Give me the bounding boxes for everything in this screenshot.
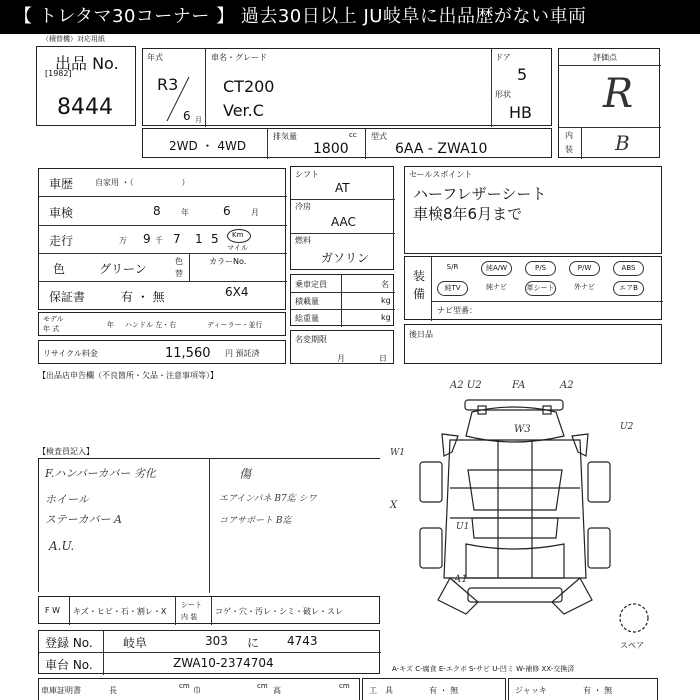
equip-label-1: 装 bbox=[413, 269, 426, 283]
mileage-unit-km: Km bbox=[232, 231, 244, 239]
ac-value: AAC bbox=[331, 215, 356, 229]
registration-box bbox=[38, 630, 380, 674]
note-au: A.U. bbox=[49, 539, 75, 553]
lot-number: 8444 bbox=[57, 95, 113, 120]
type-label: 型式 bbox=[371, 132, 387, 141]
recycle-row bbox=[38, 340, 286, 364]
mileage-d1: 9 bbox=[143, 232, 151, 246]
dealer-text: ディーラー・並行 bbox=[207, 321, 263, 329]
capacity-block bbox=[290, 274, 394, 326]
inspector-label: 【検査員記入】 bbox=[38, 447, 94, 456]
drive-value: 2WD ・ 4WD bbox=[169, 139, 247, 153]
doors-value: 5 bbox=[517, 65, 528, 84]
displacement-value: 1800 bbox=[313, 141, 349, 157]
garage-label: 車庫証明書 bbox=[41, 686, 81, 695]
inspection-month-unit: 月 bbox=[251, 208, 259, 217]
year-slash bbox=[163, 75, 193, 123]
handle-text: ハンドル 左・右 bbox=[125, 321, 177, 329]
jack-value: 有 ・ 無 bbox=[583, 686, 613, 695]
ac-label: 冷房 bbox=[295, 202, 311, 211]
fuel-value: ガソリン bbox=[321, 251, 370, 265]
model-label: 車名・グレード bbox=[211, 53, 267, 62]
color-no-label: カラーNo. bbox=[209, 257, 247, 266]
diagram-note-u1: U1 bbox=[456, 522, 470, 532]
chassis-label: 車台 No. bbox=[45, 658, 93, 672]
shift-label: シフト bbox=[295, 170, 319, 179]
mileage-d2: 7 bbox=[173, 232, 181, 246]
recycle-label: リサイクル料金 bbox=[43, 349, 98, 358]
displacement-unit: cc bbox=[349, 131, 357, 139]
equip-airbag: エアB bbox=[613, 281, 644, 296]
car-damage-diagram bbox=[380, 378, 670, 648]
name-change-month: 月 bbox=[337, 354, 345, 363]
equip-navi-model: ナビ型番： bbox=[437, 306, 477, 315]
inspection-year-unit: 年 bbox=[181, 208, 189, 217]
sales-line-1: ハーフレザーシート bbox=[413, 185, 547, 203]
spare-tire bbox=[620, 604, 648, 632]
color-value: グリーン bbox=[99, 262, 147, 276]
diagram-note-a2u2: A2 U2 bbox=[450, 380, 482, 391]
history-value: 自家用 ・（ ） bbox=[95, 178, 190, 187]
note-bumper: F.ハンパーカバー 劣化 bbox=[45, 467, 156, 480]
equip-navi: 純ナビ bbox=[486, 283, 507, 291]
shift-value: AT bbox=[335, 181, 350, 195]
garage-length-unit: cm bbox=[179, 682, 190, 690]
warranty-label: 保証書 bbox=[49, 290, 86, 304]
diagram-note-a2: A2 bbox=[560, 380, 574, 391]
color-change-2: 替 bbox=[175, 269, 183, 278]
inspection-month: 6 bbox=[223, 204, 231, 218]
score-label: 評価点 bbox=[593, 53, 617, 62]
note-wheel: ホイール bbox=[45, 493, 89, 506]
sales-line-2: 車検8年6月まで bbox=[413, 205, 523, 223]
chassis-value: ZWA10-2374704 bbox=[173, 656, 274, 670]
tools-value: 有 ・ 無 bbox=[429, 686, 459, 695]
mileage-label: 走行 bbox=[49, 234, 74, 248]
name-change-block bbox=[290, 330, 394, 364]
reg-kana: に bbox=[247, 636, 260, 650]
diagram-note-w3: W3 bbox=[514, 424, 531, 435]
shape-value: HB bbox=[509, 103, 533, 122]
reg-label: 登録 No. bbox=[45, 636, 93, 650]
note-stay-cover: ステーカバー A bbox=[45, 513, 122, 526]
recycle-value: 11,560 bbox=[165, 346, 211, 361]
history-block bbox=[38, 168, 286, 310]
lot-box bbox=[36, 46, 136, 126]
diagram-note-x: X bbox=[390, 500, 398, 511]
lot-sub: [1982] bbox=[45, 69, 72, 78]
model-name: CT200 bbox=[223, 77, 275, 96]
equip-pw: P/W bbox=[569, 261, 600, 276]
model-year-label-2: 年 式 bbox=[43, 325, 60, 333]
shape-label: 形状 bbox=[495, 90, 511, 99]
hood bbox=[466, 544, 564, 578]
legend-seat-1: シート bbox=[181, 601, 202, 609]
lot-label: 出品 No. bbox=[55, 54, 119, 73]
load-label: 積載量 bbox=[295, 297, 319, 306]
equip-ps: P/S bbox=[525, 261, 556, 276]
inspection-label: 車検 bbox=[49, 206, 74, 220]
score-value: R bbox=[603, 71, 634, 117]
model-year-unit: 年 bbox=[107, 321, 114, 329]
vehicle-info-box bbox=[142, 48, 552, 126]
front-bumper bbox=[468, 588, 562, 602]
year-label: 年式 bbox=[147, 53, 163, 62]
equip-leather: 革シート bbox=[525, 281, 556, 296]
capacity-unit: 名 bbox=[381, 280, 389, 289]
jack-label: ジャッキ bbox=[515, 686, 547, 695]
roof bbox=[468, 470, 562, 510]
mileage-man: 万 bbox=[119, 236, 127, 245]
garage-length: 長 bbox=[109, 686, 117, 695]
rear-bumper bbox=[465, 400, 563, 410]
load-unit: kg bbox=[381, 296, 391, 305]
car-body bbox=[444, 440, 586, 578]
left-rear-tire bbox=[420, 462, 442, 502]
model-year-label-1: モデル bbox=[43, 315, 64, 323]
equip-aw: 純A/W bbox=[481, 261, 512, 276]
interior-label-1: 内 bbox=[565, 131, 573, 140]
inspector-notes-box bbox=[38, 458, 380, 592]
inspection-year: 8 bbox=[153, 204, 161, 218]
note-core-support: コアサポート B迄 bbox=[219, 516, 292, 526]
legend-seat-text: コゲ・穴・汚レ・シミ・破レ・スレ bbox=[215, 607, 343, 616]
left-front-tire bbox=[420, 528, 442, 568]
corner-banner: 【 トレタマ30コーナー 】 過去30日以上 JU岐阜に出品歴がない車両 bbox=[0, 0, 700, 34]
legend-fw-text: キズ・ヒビ・石・割レ・X bbox=[73, 607, 167, 616]
year-month-unit: 月 bbox=[195, 116, 202, 124]
jack-row bbox=[508, 678, 658, 700]
mileage-sen: 千 bbox=[155, 236, 163, 245]
interior-label-2: 装 bbox=[565, 145, 573, 154]
model-grade: Ver.C bbox=[223, 101, 264, 120]
shift-block bbox=[290, 166, 394, 270]
garage-height: 高 bbox=[273, 686, 281, 695]
legend-seat-2: 内 装 bbox=[181, 613, 198, 621]
interior-value: B bbox=[615, 131, 630, 155]
color-label: 色 bbox=[53, 262, 66, 276]
reg-class: 303 bbox=[205, 634, 228, 648]
legend-row bbox=[38, 596, 380, 624]
recycle-unit: 円 預託済 bbox=[225, 349, 260, 358]
equip-abs: ABS bbox=[613, 261, 644, 276]
legend-fw: F W bbox=[45, 606, 61, 615]
score-box bbox=[558, 48, 660, 158]
displacement-label: 排気量 bbox=[273, 132, 297, 141]
damage-codes: A-キズ C-腐食 E-エクボ S-サビ U-凹ミ W-補修 XX-交換済 bbox=[392, 665, 575, 673]
equipment-box bbox=[404, 256, 662, 320]
diagram-note-w1: W1 bbox=[390, 448, 405, 458]
windshield bbox=[472, 518, 558, 538]
mileage-d4: 5 bbox=[211, 232, 219, 246]
mileage-unit-mile: マイル bbox=[227, 244, 248, 252]
history-label: 車歴 bbox=[49, 177, 74, 191]
tools-label: 工 具 bbox=[369, 686, 393, 695]
diagram-note-u2: U2 bbox=[620, 422, 634, 432]
right-front-tire bbox=[588, 528, 610, 568]
year-era: R3 bbox=[157, 75, 179, 94]
name-change-day: 日 bbox=[379, 354, 387, 363]
after-box bbox=[404, 324, 662, 364]
capacity-label: 乗車定員 bbox=[295, 280, 327, 289]
color-change-1: 色 bbox=[175, 257, 183, 266]
warranty-value: 有 ・ 無 bbox=[121, 290, 165, 304]
sales-label: セールスポイント bbox=[409, 170, 473, 179]
diagram-note-a1: A1 bbox=[454, 574, 468, 585]
tools-row bbox=[362, 678, 506, 700]
reg-area: 岐阜 bbox=[123, 636, 148, 650]
form-type-label: （積替機）対応用紙 bbox=[42, 35, 105, 43]
garage-width: 巾 bbox=[193, 686, 201, 695]
name-change-label: 名変期限 bbox=[295, 335, 327, 344]
equip-label-2: 備 bbox=[413, 287, 426, 301]
garage-height-unit: cm bbox=[339, 682, 350, 690]
equip-tv: 純TV bbox=[437, 281, 468, 296]
equip-ext-navi: 外ナビ bbox=[574, 283, 595, 291]
model-year-row bbox=[38, 312, 286, 336]
spare-label: スペア bbox=[620, 641, 644, 650]
type-value: 6AA - ZWA10 bbox=[395, 141, 488, 157]
color-no-value: 6X4 bbox=[225, 285, 249, 299]
mileage-d3: 1 bbox=[195, 232, 203, 246]
right-rear-tire bbox=[588, 462, 610, 502]
after-label: 後日品 bbox=[409, 330, 433, 339]
note-scratch: 傷 bbox=[239, 467, 252, 481]
diagram-note-fa: FA bbox=[512, 380, 526, 391]
year-month: 6 bbox=[183, 109, 191, 123]
doors-label: ドア bbox=[495, 53, 511, 62]
report-label: 【出品店申告欄（不良箇所・欠品・注意事項等）】 bbox=[38, 371, 218, 380]
reg-number: 4743 bbox=[287, 634, 318, 648]
fuel-label: 燃料 bbox=[295, 236, 311, 245]
gross-unit: kg bbox=[381, 313, 391, 322]
drive-row bbox=[142, 128, 552, 158]
note-instrument-panel: エアインパネ B7迄 シワ bbox=[219, 494, 317, 504]
gross-label: 総重量 bbox=[295, 314, 319, 323]
garage-width-unit: cm bbox=[257, 682, 268, 690]
sales-point-box bbox=[404, 166, 662, 254]
garage-row bbox=[38, 678, 360, 700]
equip-sr: S/R bbox=[446, 263, 459, 271]
